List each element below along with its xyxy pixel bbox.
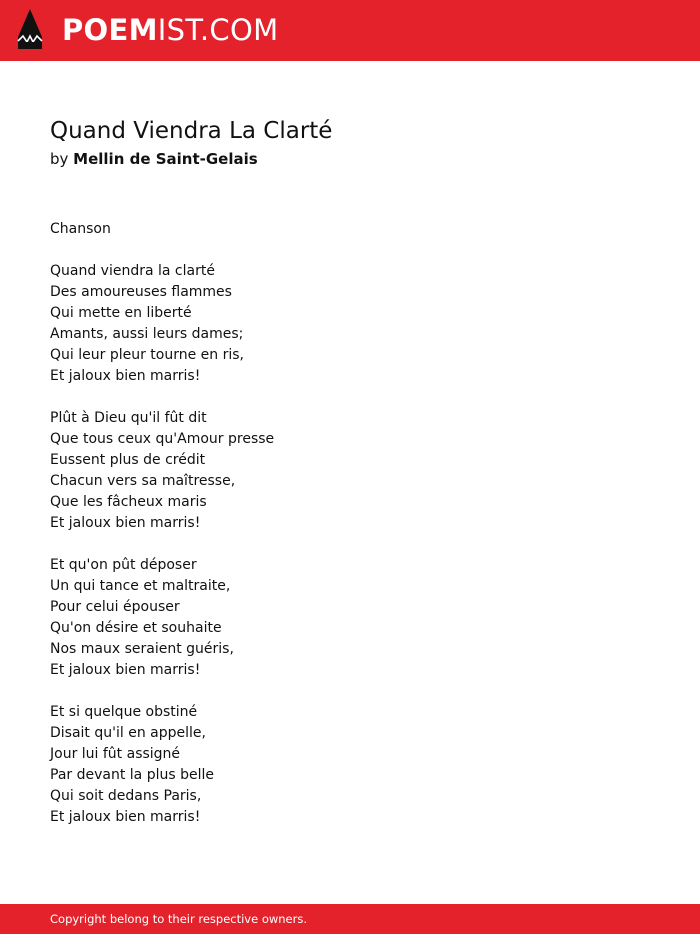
byline-prefix: by [50,150,74,168]
poem-line: Chacun vers sa maîtresse, [50,473,236,489]
stanza-gap [50,534,650,555]
poem-line: Plût à Dieu qu'il fût dit [50,410,207,426]
poem-line: Qui leur pleur tourne en ris, [50,347,244,363]
stanza-gap [50,387,650,408]
poem-line: Nos maux seraient guéris, [50,641,234,657]
poem-line: Quand viendra la clarté [50,263,215,279]
poem-body [50,219,650,828]
poem-title: Quand Viendra La Clarté [50,118,333,144]
site-logo[interactable] [62,12,278,48]
logo-bold-text: POEM [62,13,158,47]
stanza-2 [50,408,650,534]
poem-line: Et jaloux bien marris! [50,368,201,384]
poem-line: Qu'on désire et souhaite [50,620,222,636]
poem-line: Qui soit dedans Paris, [50,788,202,804]
poem-line: Que tous ceux qu'Amour presse [50,431,275,447]
poem-line: Amants, aussi leurs dames; [50,326,244,342]
poem-line: Disait qu'il en appelle, [50,725,206,741]
site-footer [0,904,700,934]
author-name: Mellin de Saint-Gelais [73,150,258,168]
logo-light-text: IST.COM [157,13,279,47]
site-header [0,0,700,61]
poem-line: Des amoureuses flammes [50,284,232,300]
poem-line: Un qui tance et maltraite, [50,578,231,594]
poem-line: Et jaloux bien marris! [50,515,201,531]
stanza-gap [50,681,650,702]
stanza-gap [50,240,650,261]
stanza-1 [50,261,650,387]
poem-line: Qui mette en liberté [50,305,192,321]
poem-line: Que les fâcheux maris [50,494,207,510]
stanza-4 [50,702,650,828]
pencil-icon[interactable] [17,9,43,51]
copyright-text: Copyright belong to their respective owners. [50,912,308,926]
poem-line: Et qu'on pût déposer [50,557,197,573]
poem-subtitle: Chanson [50,221,111,237]
stanza-3 [50,555,650,681]
poem-line: Et si quelque obstiné [50,704,198,720]
poem-line: Et jaloux bien marris! [50,662,201,678]
poem-line: Et jaloux bien marris! [50,809,201,825]
poem-line: Jour lui fût assigné [50,746,181,762]
poem-line: Eussent plus de crédit [50,452,206,468]
poem-line: Par devant la plus belle [50,767,214,783]
byline [50,148,258,170]
poem-line: Pour celui épouser [50,599,180,615]
